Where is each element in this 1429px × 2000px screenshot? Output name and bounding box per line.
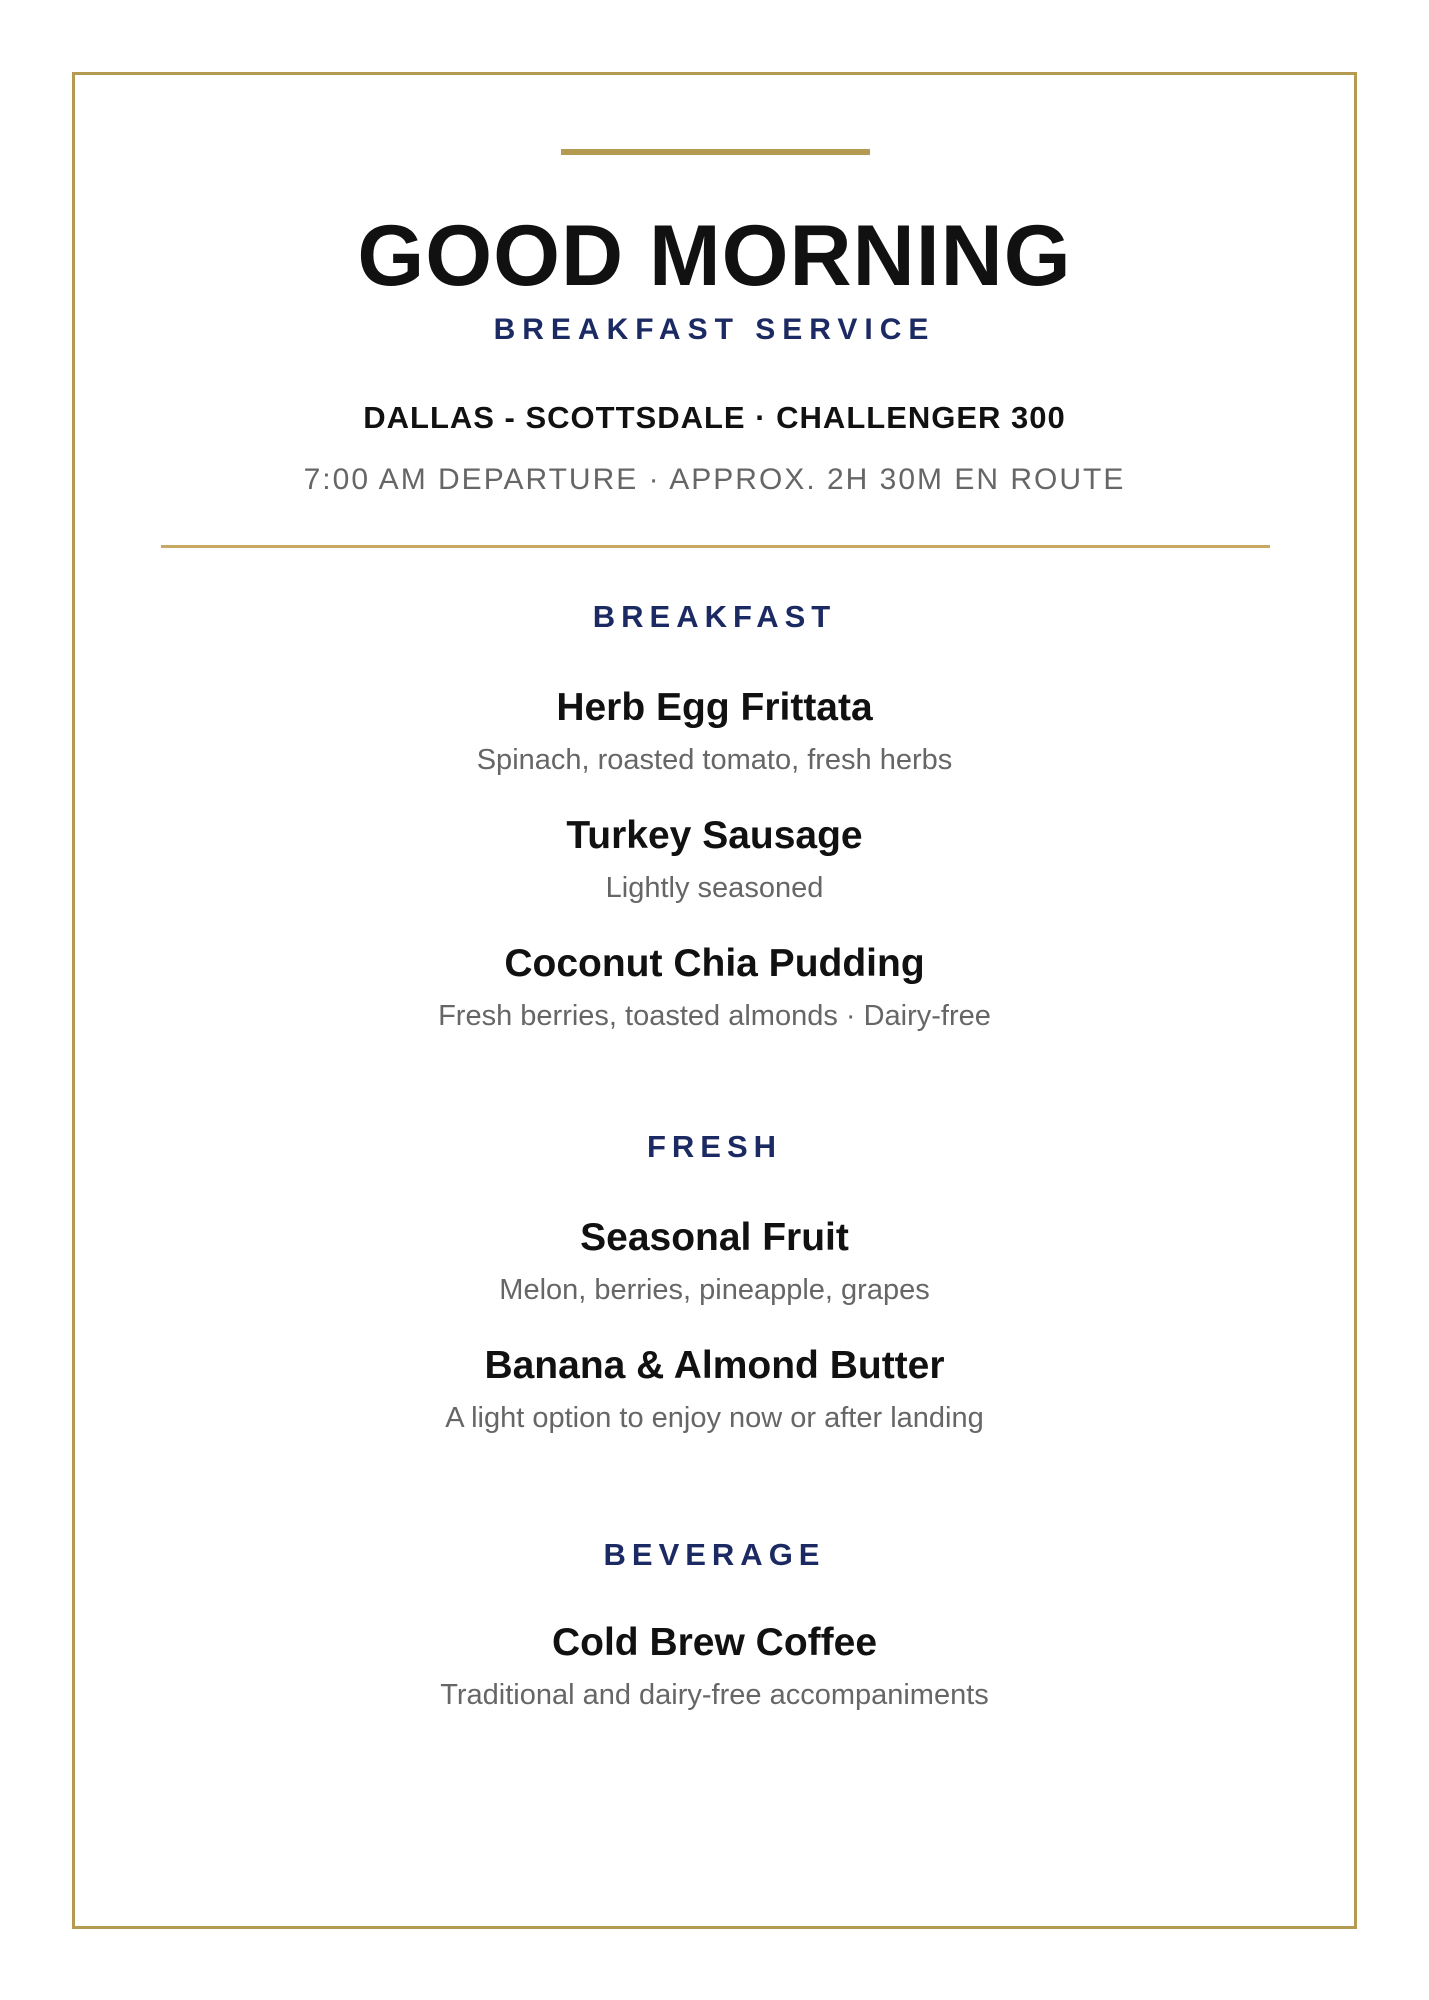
- menu-item-description: Lightly seasoned: [605, 872, 824, 904]
- menu-item-description: Traditional and dairy-free accompaniments: [440, 1679, 989, 1711]
- top-gold-rule: [561, 149, 870, 155]
- flight-timing: 7:00 AM DEPARTURE · APPROX. 2H 30M EN ROUTE: [303, 463, 1126, 496]
- menu-item-description: Fresh berries, toasted almonds · Dairy-free: [438, 1000, 991, 1032]
- menu-item-description: Spinach, roasted tomato, fresh herbs: [476, 744, 953, 776]
- menu-item-name: Banana & Almond Butter: [484, 1344, 945, 1387]
- menu-subtitle: BREAKFAST SERVICE: [493, 313, 936, 346]
- menu-item-name: Turkey Sausage: [566, 814, 863, 857]
- menu-item-name: Seasonal Fruit: [580, 1216, 849, 1259]
- menu-item-name: Herb Egg Frittata: [556, 686, 873, 729]
- header-divider: [161, 545, 1270, 548]
- menu-item-description: Melon, berries, pineapple, grapes: [499, 1274, 930, 1306]
- menu-title: GOOD MORNING: [357, 208, 1072, 304]
- menu-item-name: Coconut Chia Pudding: [504, 942, 925, 985]
- menu-item-description: A light option to enjoy now or after landing: [445, 1402, 984, 1434]
- menu-item-name: Cold Brew Coffee: [551, 1621, 878, 1664]
- section-heading-fresh: FRESH: [646, 1129, 783, 1164]
- section-heading-beverage: BEVERAGE: [603, 1537, 826, 1572]
- section-heading-breakfast: BREAKFAST: [592, 599, 837, 634]
- flight-route: DALLAS - SCOTTSDALE · CHALLENGER 300: [363, 400, 1066, 435]
